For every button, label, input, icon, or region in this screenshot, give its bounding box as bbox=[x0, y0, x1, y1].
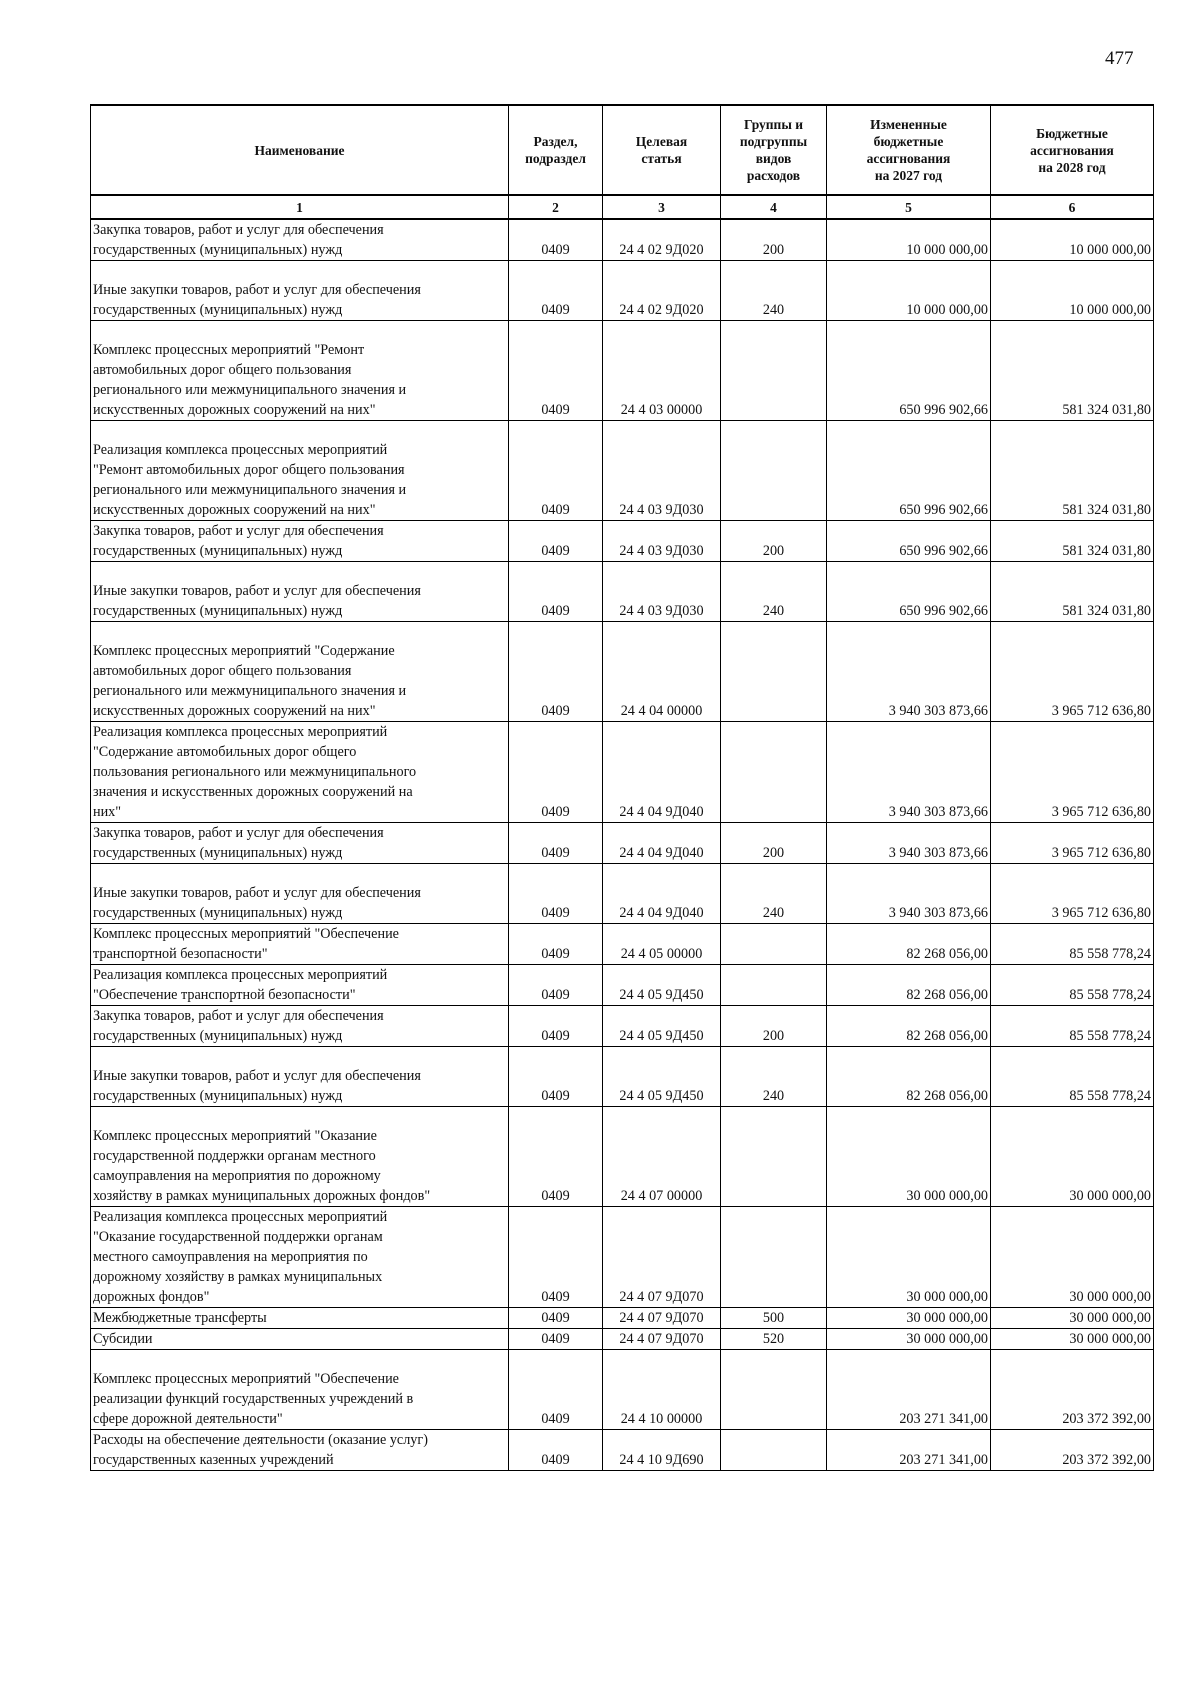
row-expense-group bbox=[721, 965, 827, 1006]
row-amount-2027: 3 940 303 873,66 bbox=[827, 823, 991, 864]
row-amount-2028: 581 324 031,80 bbox=[991, 562, 1154, 622]
row-name: Закупка товаров, работ и услуг для обеспечения государственных (муниципальных) нужд bbox=[91, 823, 509, 864]
row-name: Комплекс процессных мероприятий "Обеспечение реализации функций государственных учреждений в сфере дорожной деятельности" bbox=[91, 1350, 509, 1430]
table-row bbox=[91, 864, 1154, 924]
row-target-article: 24 4 05 9Д450 bbox=[603, 1047, 721, 1107]
row-amount-2028: 3 965 712 636,80 bbox=[991, 622, 1154, 722]
row-name: Комплекс процессных мероприятий "Ремонт автомобильных дорог общего пользования регионального или межмуниципального значения и искусственных дорожных сооружений на них" bbox=[91, 321, 509, 421]
row-amount-2028: 10 000 000,00 bbox=[991, 261, 1154, 321]
row-expense-group bbox=[721, 1430, 827, 1471]
header-name: Наименование bbox=[91, 105, 509, 195]
row-amount-2027: 30 000 000,00 bbox=[827, 1308, 991, 1329]
row-name: Реализация комплекса процессных мероприятий "Обеспечение транспортной безопасности" bbox=[91, 965, 509, 1006]
row-target-article: 24 4 03 9Д030 bbox=[603, 562, 721, 622]
table-row bbox=[91, 1329, 1154, 1350]
row-expense-group: 240 bbox=[721, 261, 827, 321]
row-amount-2027: 203 271 341,00 bbox=[827, 1350, 991, 1430]
row-amount-2028: 30 000 000,00 bbox=[991, 1107, 1154, 1207]
row-amount-2028: 581 324 031,80 bbox=[991, 321, 1154, 421]
row-amount-2028: 581 324 031,80 bbox=[991, 521, 1154, 562]
row-section-code: 0409 bbox=[509, 1308, 603, 1329]
header-row bbox=[91, 105, 1154, 195]
row-expense-group: 200 bbox=[721, 823, 827, 864]
row-section-code: 0409 bbox=[509, 521, 603, 562]
row-amount-2028: 203 372 392,00 bbox=[991, 1430, 1154, 1471]
table-row bbox=[91, 1107, 1154, 1207]
row-target-article: 24 4 07 9Д070 bbox=[603, 1329, 721, 1350]
row-amount-2027: 30 000 000,00 bbox=[827, 1329, 991, 1350]
row-section-code: 0409 bbox=[509, 864, 603, 924]
row-amount-2028: 581 324 031,80 bbox=[991, 421, 1154, 521]
table-row bbox=[91, 823, 1154, 864]
row-section-code: 0409 bbox=[509, 1006, 603, 1047]
row-expense-group bbox=[721, 924, 827, 965]
table-row bbox=[91, 1006, 1154, 1047]
row-amount-2028: 85 558 778,24 bbox=[991, 1006, 1154, 1047]
row-name: Комплекс процессных мероприятий "Обеспечение транспортной безопасности" bbox=[91, 924, 509, 965]
row-amount-2027: 650 996 902,66 bbox=[827, 521, 991, 562]
row-section-code: 0409 bbox=[509, 321, 603, 421]
header-amount-2027: Измененные бюджетные ассигнования на 2027 год bbox=[827, 105, 991, 195]
table-row bbox=[91, 1350, 1154, 1430]
row-target-article: 24 4 05 9Д450 bbox=[603, 1006, 721, 1047]
row-expense-group bbox=[721, 1350, 827, 1430]
row-section-code: 0409 bbox=[509, 261, 603, 321]
row-amount-2027: 82 268 056,00 bbox=[827, 1006, 991, 1047]
row-target-article: 24 4 04 9Д040 bbox=[603, 722, 721, 823]
row-target-article: 24 4 07 9Д070 bbox=[603, 1308, 721, 1329]
table-body bbox=[91, 219, 1154, 1471]
row-amount-2027: 3 940 303 873,66 bbox=[827, 622, 991, 722]
row-target-article: 24 4 02 9Д020 bbox=[603, 261, 721, 321]
table-row bbox=[91, 924, 1154, 965]
table-row bbox=[91, 219, 1154, 261]
row-target-article: 24 4 03 9Д030 bbox=[603, 421, 721, 521]
row-target-article: 24 4 10 00000 bbox=[603, 1350, 721, 1430]
row-amount-2027: 10 000 000,00 bbox=[827, 219, 991, 261]
row-amount-2028: 30 000 000,00 bbox=[991, 1207, 1154, 1308]
row-name: Межбюджетные трансферты bbox=[91, 1308, 509, 1329]
table-row bbox=[91, 521, 1154, 562]
row-name: Иные закупки товаров, работ и услуг для обеспечения государственных (муниципальных) нужд bbox=[91, 261, 509, 321]
table-row bbox=[91, 622, 1154, 722]
row-section-code: 0409 bbox=[509, 1350, 603, 1430]
table-row bbox=[91, 1047, 1154, 1107]
row-section-code: 0409 bbox=[509, 722, 603, 823]
budget-table bbox=[90, 104, 1154, 1471]
row-expense-group: 240 bbox=[721, 1047, 827, 1107]
table-row bbox=[91, 722, 1154, 823]
row-amount-2028: 3 965 712 636,80 bbox=[991, 722, 1154, 823]
row-amount-2027: 3 940 303 873,66 bbox=[827, 722, 991, 823]
row-name: Закупка товаров, работ и услуг для обеспечения государственных (муниципальных) нужд bbox=[91, 1006, 509, 1047]
table-row bbox=[91, 1430, 1154, 1471]
row-section-code: 0409 bbox=[509, 1107, 603, 1207]
table-row bbox=[91, 965, 1154, 1006]
row-target-article: 24 4 07 00000 bbox=[603, 1107, 721, 1207]
row-expense-group: 200 bbox=[721, 1006, 827, 1047]
column-number-row bbox=[91, 195, 1154, 219]
column-number: 6 bbox=[991, 195, 1154, 219]
row-amount-2027: 650 996 902,66 bbox=[827, 562, 991, 622]
table-row bbox=[91, 562, 1154, 622]
row-amount-2028: 85 558 778,24 bbox=[991, 924, 1154, 965]
page-number: 477 bbox=[1105, 48, 1134, 69]
table-row bbox=[91, 1308, 1154, 1329]
row-section-code: 0409 bbox=[509, 965, 603, 1006]
row-amount-2027: 82 268 056,00 bbox=[827, 965, 991, 1006]
header-group: Группы и подгруппы видов расходов bbox=[721, 105, 827, 195]
row-name: Иные закупки товаров, работ и услуг для обеспечения государственных (муниципальных) нужд bbox=[91, 562, 509, 622]
row-expense-group bbox=[721, 1207, 827, 1308]
row-name: Закупка товаров, работ и услуг для обеспечения государственных (муниципальных) нужд bbox=[91, 219, 509, 261]
table-row bbox=[91, 321, 1154, 421]
row-target-article: 24 4 04 9Д040 bbox=[603, 864, 721, 924]
row-expense-group bbox=[721, 421, 827, 521]
row-target-article: 24 4 05 00000 bbox=[603, 924, 721, 965]
row-section-code: 0409 bbox=[509, 1047, 603, 1107]
row-amount-2028: 3 965 712 636,80 bbox=[991, 864, 1154, 924]
row-amount-2027: 650 996 902,66 bbox=[827, 321, 991, 421]
row-amount-2027: 82 268 056,00 bbox=[827, 1047, 991, 1107]
header-amount-2028: Бюджетные ассигнования на 2028 год bbox=[991, 105, 1154, 195]
column-number: 1 bbox=[91, 195, 509, 219]
column-number: 2 bbox=[509, 195, 603, 219]
row-name: Субсидии bbox=[91, 1329, 509, 1350]
table-row bbox=[91, 421, 1154, 521]
row-name: Расходы на обеспечение деятельности (оказание услуг) государственных казенных учреждений bbox=[91, 1430, 509, 1471]
row-target-article: 24 4 04 9Д040 bbox=[603, 823, 721, 864]
header-article: Целевая статья bbox=[603, 105, 721, 195]
row-expense-group: 240 bbox=[721, 864, 827, 924]
header-section: Раздел, подраздел bbox=[509, 105, 603, 195]
row-amount-2027: 203 271 341,00 bbox=[827, 1430, 991, 1471]
row-section-code: 0409 bbox=[509, 622, 603, 722]
row-amount-2028: 85 558 778,24 bbox=[991, 1047, 1154, 1107]
row-section-code: 0409 bbox=[509, 562, 603, 622]
row-amount-2027: 3 940 303 873,66 bbox=[827, 864, 991, 924]
row-expense-group bbox=[721, 321, 827, 421]
row-section-code: 0409 bbox=[509, 421, 603, 521]
row-amount-2028: 30 000 000,00 bbox=[991, 1329, 1154, 1350]
row-amount-2028: 30 000 000,00 bbox=[991, 1308, 1154, 1329]
row-target-article: 24 4 05 9Д450 bbox=[603, 965, 721, 1006]
row-target-article: 24 4 03 9Д030 bbox=[603, 521, 721, 562]
row-amount-2028: 85 558 778,24 bbox=[991, 965, 1154, 1006]
row-expense-group: 500 bbox=[721, 1308, 827, 1329]
row-section-code: 0409 bbox=[509, 1207, 603, 1308]
row-expense-group: 240 bbox=[721, 562, 827, 622]
row-amount-2027: 30 000 000,00 bbox=[827, 1107, 991, 1207]
row-name: Иные закупки товаров, работ и услуг для обеспечения государственных (муниципальных) нужд bbox=[91, 864, 509, 924]
row-amount-2027: 10 000 000,00 bbox=[827, 261, 991, 321]
row-name: Закупка товаров, работ и услуг для обеспечения государственных (муниципальных) нужд bbox=[91, 521, 509, 562]
row-amount-2028: 10 000 000,00 bbox=[991, 219, 1154, 261]
row-target-article: 24 4 10 9Д690 bbox=[603, 1430, 721, 1471]
row-section-code: 0409 bbox=[509, 219, 603, 261]
row-section-code: 0409 bbox=[509, 924, 603, 965]
row-amount-2027: 30 000 000,00 bbox=[827, 1207, 991, 1308]
row-amount-2028: 3 965 712 636,80 bbox=[991, 823, 1154, 864]
row-target-article: 24 4 03 00000 bbox=[603, 321, 721, 421]
column-number: 4 bbox=[721, 195, 827, 219]
row-name: Комплекс процессных мероприятий "Содержание автомобильных дорог общего пользования регионального или межмуниципального значения и искусственных дорожных сооружений на них" bbox=[91, 622, 509, 722]
row-target-article: 24 4 04 00000 bbox=[603, 622, 721, 722]
column-number: 3 bbox=[603, 195, 721, 219]
row-section-code: 0409 bbox=[509, 1430, 603, 1471]
row-amount-2027: 82 268 056,00 bbox=[827, 924, 991, 965]
row-expense-group bbox=[721, 722, 827, 823]
table-row bbox=[91, 261, 1154, 321]
row-name: Комплекс процессных мероприятий "Оказание государственной поддержки органам местного самоуправления на мероприятия по дорожному хозяйству в рамках муниципальных дорожных фондов" bbox=[91, 1107, 509, 1207]
row-target-article: 24 4 07 9Д070 bbox=[603, 1207, 721, 1308]
row-name: Реализация комплекса процессных мероприятий "Ремонт автомобильных дорог общего пользования регионального или межмуниципального значения и искусственных дорожных сооружений на них" bbox=[91, 421, 509, 521]
table-row bbox=[91, 1207, 1154, 1308]
row-amount-2027: 650 996 902,66 bbox=[827, 421, 991, 521]
row-name: Реализация комплекса процессных мероприятий "Оказание государственной поддержки органам местного самоуправления на мероприятия по дорожному хозяйству в рамках муниципальных дорожных фондов" bbox=[91, 1207, 509, 1308]
row-expense-group: 200 bbox=[721, 521, 827, 562]
row-amount-2028: 203 372 392,00 bbox=[991, 1350, 1154, 1430]
row-expense-group: 200 bbox=[721, 219, 827, 261]
row-target-article: 24 4 02 9Д020 bbox=[603, 219, 721, 261]
column-number: 5 bbox=[827, 195, 991, 219]
row-expense-group bbox=[721, 1107, 827, 1207]
row-name: Иные закупки товаров, работ и услуг для обеспечения государственных (муниципальных) нужд bbox=[91, 1047, 509, 1107]
row-expense-group: 520 bbox=[721, 1329, 827, 1350]
row-name: Реализация комплекса процессных мероприятий "Содержание автомобильных дорог общего пользования регионального или межмуниципального значения и искусственных дорожных сооружений на них" bbox=[91, 722, 509, 823]
row-section-code: 0409 bbox=[509, 1329, 603, 1350]
row-section-code: 0409 bbox=[509, 823, 603, 864]
row-expense-group bbox=[721, 622, 827, 722]
